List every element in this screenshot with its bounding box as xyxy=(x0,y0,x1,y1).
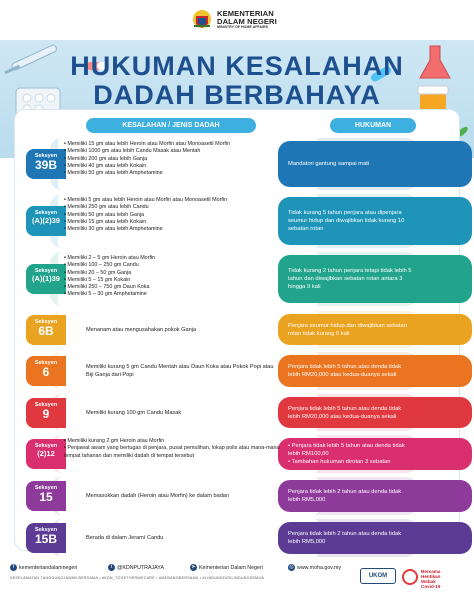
coat-of-arms-icon xyxy=(190,8,214,32)
penalty-text xyxy=(288,438,418,470)
list-item: • Memiliki 20 – 50 gm Ganja xyxy=(64,270,284,277)
section-label: Seksyen xyxy=(34,360,58,366)
section-label: Seksyen xyxy=(34,443,58,449)
bersama-text: Bersama Hentikan Wabak Covid-19 xyxy=(421,569,441,589)
table-row xyxy=(34,138,418,190)
list-item: • Memiliki 50 gm atau lebih Amphetamine xyxy=(64,170,284,177)
penalty-text: Penjara tidak lebih 2 tahun atau denda tidak lebih RM5,000 xyxy=(288,489,402,503)
list-item: • Memiliki 15 gm atau lebih Heroin atau Morfin atau Monoasetil Morfin xyxy=(64,141,284,148)
section-number: (2)12 xyxy=(37,449,55,458)
title-line1: HUKUMAN KESALAHAN xyxy=(70,51,404,81)
twitter-icon: t xyxy=(108,564,115,571)
section-label: Seksyen xyxy=(34,485,58,491)
section-tab xyxy=(26,356,66,386)
list-item: • Penjara tidak lebih 5 tahun atau denda tidak lebih RM100,00 xyxy=(288,442,414,458)
section-number: 15B xyxy=(34,532,57,546)
section-tab xyxy=(26,315,66,345)
list-item: • Memiliki 5 – 30 gm Amphetamine xyxy=(64,291,284,298)
twitter-link[interactable] xyxy=(108,564,164,571)
twitter-handle: @KDNPUTRAJAYA xyxy=(117,564,164,571)
list-item: • Memiliki 30 gm atau lebih Amphetamine xyxy=(64,226,284,233)
penalty-text: Penjara seumur hidup dan diwajibkan sebatan rotan tidak kurang 6 kali xyxy=(288,322,407,337)
facebook-handle: kementeriandalamnegeri xyxy=(19,564,78,571)
list-item: • Memiliki 50 gm atau lebih Ganja xyxy=(64,212,284,219)
section-number: 6B xyxy=(38,323,54,338)
section-tab xyxy=(26,523,66,553)
penalty-text: Penjara tidak lebih 5 tahun atau denda tidak lebih RM20,000 atau kedua-duanya sekali xyxy=(288,405,402,420)
page-title xyxy=(0,52,474,110)
telegram-handle: Kementerian Dalam Negeri xyxy=(199,564,263,571)
website-link[interactable] xyxy=(288,564,341,571)
section-label: Seksyen xyxy=(34,401,58,408)
penalty-text: Penjara tidak lebih 2 tahun atau denda tidak lebih RM5,000 xyxy=(288,531,402,545)
section-tab xyxy=(26,264,66,294)
offence-list xyxy=(64,197,284,233)
offence-column-header: KESALAHAN / JENIS DADAH xyxy=(86,118,256,133)
list-item: • Memiliki 1000 gm atau lebih Candu Masak atau Mentah xyxy=(64,148,284,155)
telegram-icon: ➤ xyxy=(191,564,196,570)
section-tab xyxy=(26,206,66,236)
list-item: • Memiliki 200 gm atau lebih Ganja xyxy=(64,156,284,163)
offence-list xyxy=(64,438,284,460)
section-tab xyxy=(26,149,66,179)
ministry-line1: KEMENTERIAN xyxy=(217,9,274,18)
section-number: 15 xyxy=(39,490,53,504)
list-item: • Memiliki 5 gm atau lebih Heroin atau Morfin atau Monoasetil Morfin xyxy=(64,197,284,204)
title-line2: DADAH BERBAHAYA xyxy=(93,80,381,110)
table-row xyxy=(34,311,418,348)
section-number: 9 xyxy=(42,406,50,421)
table-row xyxy=(32,194,418,248)
website-url: www.moha.gov.my xyxy=(297,564,342,571)
section-number: 39B xyxy=(34,158,57,172)
section-label: Seksyen xyxy=(34,268,58,274)
offence-list xyxy=(64,255,284,299)
list-item: • Tambahan hukuman dirotan 3 sebatan xyxy=(288,458,414,466)
covid-icon xyxy=(402,569,418,585)
bersama-logo xyxy=(402,566,462,588)
ministry-line3: MINISTRY OF HOME AFFAIRS xyxy=(217,25,268,30)
penalty-text: Penjara tidak lebih 5 tahun atau denda tidak lebih RM20,000 atau kedua-duanya sekali xyxy=(288,364,402,378)
facebook-icon: f xyxy=(10,564,17,571)
offence-text: Memiliki kurang 5 gm Candu Mentah atau Daun Koka atau Pokok Popi atau Biji Ganja dari Popi xyxy=(86,364,274,378)
list-item: • Memiliki 250 – 750 gm Daun Koka xyxy=(64,284,284,291)
offence-text: Menanam atau mengusahakan pokok Ganja xyxy=(86,326,197,333)
list-item: • Memiliki 2 – 5 gm Heroin atau Morfin xyxy=(64,255,284,262)
list-item: • Memiliki 40 gm atau lebih Kokain xyxy=(64,163,284,170)
table-row xyxy=(34,435,418,473)
table-row xyxy=(34,519,418,557)
telegram-link[interactable] xyxy=(190,564,263,571)
ministry-line2: DALAM NEGERI xyxy=(217,16,277,26)
section-label: Seksyen xyxy=(34,153,58,159)
hashtags: KESELAMATAN TANGGUNGJAWAB BERSAMA • #KDN_TOGETHERWECARE • #MENANGBERSAMA • #LINDUNGDIRILINDUNGSEMUA xyxy=(10,576,265,580)
ministry-name xyxy=(217,10,277,30)
offence-text: Memasukkan dadah (Heroin atau Morfin) ke dalam badan xyxy=(86,493,230,499)
section-tab xyxy=(26,481,66,511)
section-tab xyxy=(26,398,66,428)
table-row xyxy=(34,394,418,431)
list-item: • Penjawat awam yang bertugas di penjara, pusat pemulihan, lokap polis atau mana-mana tempat tahanan dan memiliki dadah di tempat tersebut xyxy=(64,445,284,460)
section-number: (A)(2)39 xyxy=(32,216,60,225)
section-label: Seksyen xyxy=(34,318,58,325)
ukom-logo: UKOM xyxy=(360,568,396,584)
penalty-column-header: HUKUMAN xyxy=(330,118,416,133)
offence-list xyxy=(64,141,284,177)
facebook-link[interactable] xyxy=(10,564,77,571)
penalty-text: Tidak kurang 5 tahun penjara atau dipenjara seumur hidup dan diwajibkan tidak kurang 10 sebatan rotan xyxy=(288,210,405,232)
globe-icon: ◎ xyxy=(289,564,294,570)
list-item: • Memiliki 250 gm atau lebih Candu xyxy=(64,204,284,211)
section-tab xyxy=(26,439,66,469)
offence-text: Berada di dalam Jeramí Candu xyxy=(86,535,164,541)
table-row xyxy=(32,252,418,306)
section-label: Seksyen xyxy=(34,210,58,216)
header xyxy=(0,0,474,40)
list-item: • Memiliki 100 – 250 gm Candu xyxy=(64,262,284,269)
penalty-text: Mandatori gantung sampai mati xyxy=(288,161,370,167)
table-row xyxy=(34,477,418,515)
section-label: Seksyen xyxy=(34,527,58,533)
table-row xyxy=(34,352,418,390)
section-number: (A)(1)39 xyxy=(32,274,60,283)
offence-text: Memiliki kurang 100 gm Candu Masak xyxy=(86,409,182,416)
list-item: • Memiliki 5 – 15 gm Kokain xyxy=(64,277,284,284)
section-number: 6 xyxy=(42,365,50,379)
list-item: • Memiliki 15 gm atau lebih Kokain xyxy=(64,219,284,226)
penalty-text: Tidak kurang 2 tahun penjara tetapi tidak lebih 5 tahun dan diwajibkan sebatan rotan antara 3 hingga 9 kali xyxy=(288,268,412,290)
list-item: • Memiliki kurang 2 gm Heroin atau Morfin xyxy=(64,438,284,445)
